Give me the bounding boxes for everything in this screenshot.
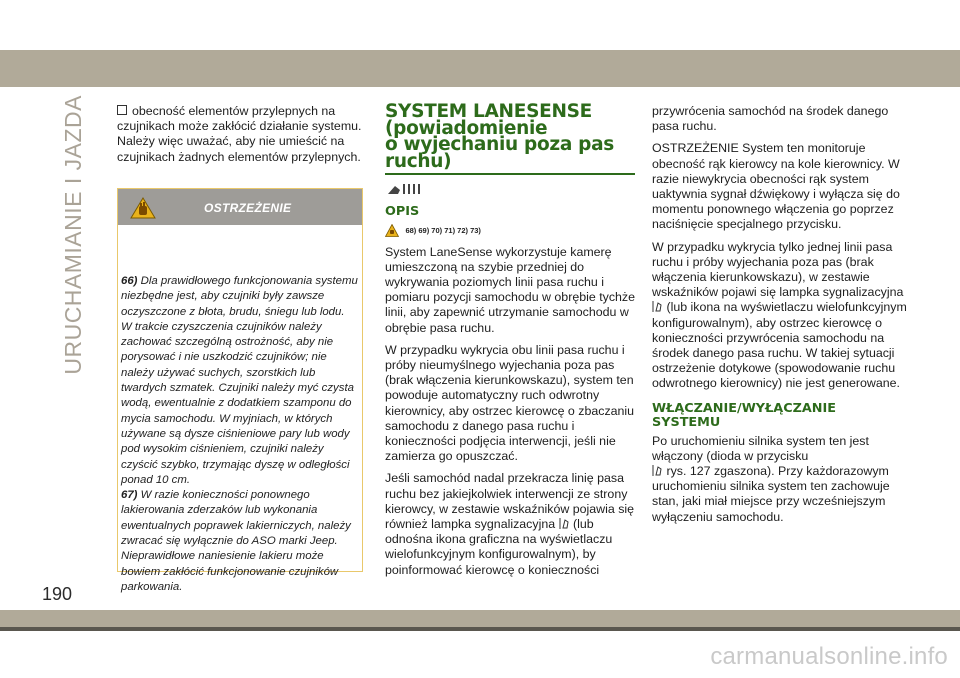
- page-number: 190: [42, 584, 73, 604]
- paragraph-text: (lub ikona na wyświetlaczu wielofunkcyjnym konfigurowalnym), aby ostrzec kierowcę o konieczności przywrócenia samochodu na środek danego pasa ruchu. W takiej sytuacji ostrzeżenie dotykowe (spowodowanie ruchu odwrotnego kierownicy) nie jest generowane.: [652, 300, 907, 391]
- section-title-line-2: (powiadomienie: [385, 117, 548, 139]
- section-rule: [385, 173, 635, 175]
- bottom-band-line: [0, 627, 960, 631]
- paragraph-text: W przypadku wykrycia tylko jednej linii pasa ruchu i próby wyjechania poza pas (brak włączenia kierunkowskazu), w zestawie wskaźników pojawi się lampka sygnalizacyjna: [652, 239, 904, 300]
- note-66-text: Dla prawidłowego funkcjonowania systemu niezbędne jest, aby czujniki były zawsze oczyszczone z błota, brudu, śniegu lub lodu. W trakcie czyszczenia czujników należy zachować szczególną ostrożność, aby nie porysować i nie uszkodzić czujników; nie należy używać suchych, szorstkich lub twardych szmatek. Czujniki należy myć czysta wodą, ewentualnie z dodatkiem szamponu do mycia samochodu. W myjniach, w których używane są dysze ciśnieniowe pary lub wody pod wysokim ciśnieniem, czujniki należy czyścić szybko, trzymając dyszę w odległości ponad 10 cm.: [121, 275, 358, 486]
- section-title: [385, 101, 635, 172]
- paragraph: [652, 240, 914, 392]
- chapter-side-title: URUCHAMIANIE I JAZDA: [60, 95, 86, 375]
- paragraph-text: Jeśli samochód nadal przekracza linię pasa ruchu bez jakiejkolwiek interwencji ze strony kierowcy, w zestawie wskaźników pojawia się również lampka sygnalizacyjna: [385, 471, 635, 531]
- subheading-on-off: [652, 402, 914, 430]
- paragraph: System LaneSense wykorzystuje kamerę umieszczoną na szybie przedniej do wykrywania poziomych linii pasa ruchu i pomiaru pozycji samochodu w obrębie tychże linii, aby zapewnić utrzymanie samochodu w obrębie pasa ruchu.: [385, 244, 636, 335]
- lane-departure-warning-icon: [559, 517, 570, 530]
- warning-hand-icon: [130, 197, 156, 219]
- warning-references: 68) 69) 70) 71) 72) 73): [405, 225, 481, 235]
- note-67-number: 67): [121, 489, 138, 502]
- column-2: [385, 101, 636, 585]
- paragraph: przywrócenia samochód na środek danego pasa ruchu.: [652, 104, 889, 134]
- warning-header: [118, 189, 362, 225]
- refs-row: [385, 223, 635, 239]
- paragraph-text: rys. 127 zgaszona). Przy każdorazowym uruchomieniu silnika system ten zachowuje stan, jaki miał miejsce przy wcześniejszym wyłączeniu samochodu.: [652, 464, 890, 524]
- watermark: carmanualsonline.info: [710, 643, 948, 670]
- lane-departure-warning-icon: [652, 300, 663, 313]
- paragraph: OSTRZEŻENIE System ten monitoruje obecność rąk kierowcy na kole kierownicy. W razie niewykrycia obecności rąk system uaktywnia sygnał dźwiękowy i wyłącza się do momentu ponownego włączenia go poprzez naciśnięcie specjalnego przycisku.: [652, 141, 900, 232]
- paragraph-text: Po uruchomieniu silnika system ten jest włączony (dioda w przycisku: [652, 433, 869, 463]
- subheading-line-2: SYSTEMU: [652, 414, 721, 430]
- paragraph: W przypadku wykrycia obu linii pasa ruchu i próby nieumyślnego wyjechania poza pas (brak włączenia kierunkowskazu), system ten powoduje automatyczny ruch odwrotny kierownicy, aby ostrzec kierowcę o zbaczaniu samochodu z danego pasa ruchu i konieczności podjęcia interwencji, jeśli nie zamierza go opuszczać.: [385, 342, 635, 464]
- paragraph-text: (lub odnośna ikona graficzna na wyświetlaczu wielofunkcyjnym konfigurowalnym), by poinformować kierowcę o konieczności: [385, 516, 613, 577]
- subheading-opis: OPIS: [385, 203, 420, 219]
- note-67-text: W razie konieczności ponownego lakierowania zderzaków lub wykonania ewentualnych poprawek lakierniczych, należy zwracać się wyłącznie do ASO marki Jeep. Nieprawidłowe naniesienie lakieru może bowiem zakłócić funkcjonowanie czujników parkowania.: [121, 489, 351, 593]
- square-bullet-icon: [117, 105, 127, 115]
- warning-title: OSTRZEŻENIE: [204, 201, 292, 215]
- warning-body: [118, 225, 362, 595]
- paragraph: [652, 434, 914, 525]
- lanesense-button-icon: [652, 464, 663, 477]
- subheading-line-1: WŁĄCZANIE/WYŁĄCZANIE: [652, 400, 836, 416]
- top-band: [0, 50, 960, 87]
- section-title-line-1: SYSTEM LANESENSE: [385, 101, 592, 122]
- note-66-number: 66): [121, 275, 138, 287]
- section-title-line-4: ruchu): [385, 150, 452, 172]
- column-3: [652, 104, 914, 532]
- warning-triangle-icon: [385, 224, 399, 237]
- bullet-text: obecność elementów przylepnych na czujnikach może zakłócić działanie systemu. Należy więc uważać, aby nie umieścić na czujnikach żadnych elementów przylepnych.: [117, 104, 362, 164]
- paragraph: [385, 471, 635, 577]
- section-title-line-3: o wyjechaniu poza pas: [385, 134, 615, 155]
- lanesense-version-icon: [386, 181, 422, 197]
- warning-box: [117, 188, 363, 593]
- bullet-paragraph: [117, 104, 363, 165]
- column-1: [117, 104, 363, 172]
